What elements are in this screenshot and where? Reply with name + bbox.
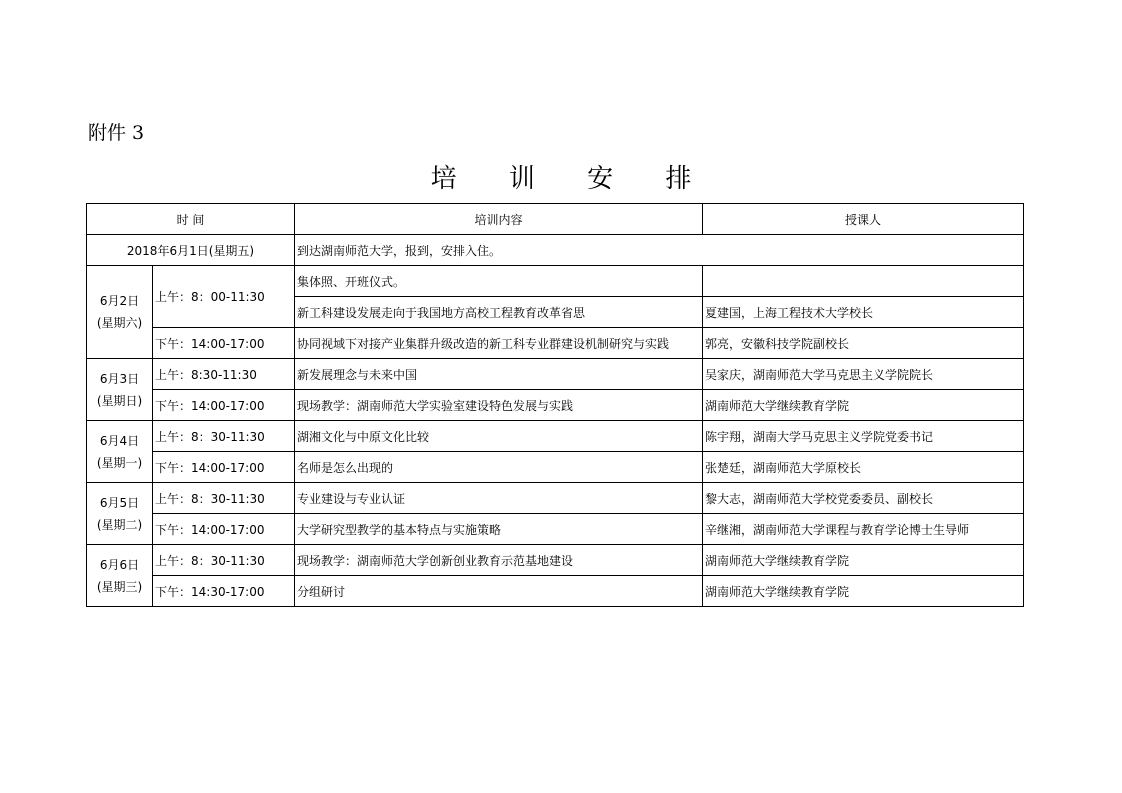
session-time: 上午：8：30-11:30 bbox=[153, 421, 295, 452]
day-cell bbox=[87, 421, 153, 483]
day-date: 6月3日 bbox=[99, 371, 140, 386]
table-row bbox=[87, 266, 1024, 297]
session-time: 上午：8：00-11:30 bbox=[153, 266, 295, 328]
session-content: 分组研讨 bbox=[295, 576, 703, 607]
session-time: 下午：14:00-17:00 bbox=[153, 328, 295, 359]
arrival-row bbox=[87, 235, 1024, 266]
day-weekday: (星期二) bbox=[96, 517, 143, 532]
table-row bbox=[87, 390, 1024, 421]
page-title: 培 训 安 排 bbox=[430, 164, 714, 194]
session-time: 上午：8：30-11:30 bbox=[153, 483, 295, 514]
table-row bbox=[87, 328, 1024, 359]
session-lecturer: 陈宇翔，湖南大学马克思主义学院党委书记 bbox=[703, 421, 1024, 452]
day-weekday: (星期日) bbox=[96, 393, 143, 408]
day-weekday: (星期三) bbox=[96, 579, 143, 594]
day-cell bbox=[87, 359, 153, 421]
session-time: 上午：8：30-11:30 bbox=[153, 545, 295, 576]
session-lecturer: 湖南师范大学继续教育学院 bbox=[703, 390, 1024, 421]
day-cell bbox=[87, 266, 153, 359]
day-weekday: (星期六) bbox=[96, 316, 143, 330]
day-date: 6月5日 bbox=[99, 495, 140, 510]
session-lecturer: 湖南师范大学继续教育学院 bbox=[703, 545, 1024, 576]
table-header-row bbox=[87, 204, 1024, 235]
session-lecturer: 黎大志，湖南师范大学校党委委员、副校长 bbox=[703, 483, 1024, 514]
table-row bbox=[87, 483, 1024, 514]
session-lecturer: 辛继湘，湖南师范大学课程与教育学论博士生导师 bbox=[703, 514, 1024, 545]
session-time: 下午：14:00-17:00 bbox=[153, 452, 295, 483]
session-lecturer bbox=[703, 266, 1024, 297]
session-content: 集体照、开班仪式。 bbox=[295, 266, 703, 297]
session-time: 上午：8:30-11:30 bbox=[153, 359, 295, 390]
header-lecturer: 授课人 bbox=[703, 204, 1024, 235]
day-cell bbox=[87, 545, 153, 607]
session-content: 现场教学：湖南师范大学创新创业教育示范基地建设 bbox=[295, 545, 703, 576]
session-time: 下午：14:00-17:00 bbox=[153, 514, 295, 545]
session-content: 现场教学：湖南师范大学实验室建设特色发展与实践 bbox=[295, 390, 703, 421]
session-lecturer: 郭亮，安徽科技学院副校长 bbox=[703, 328, 1024, 359]
table-row bbox=[87, 514, 1024, 545]
session-content: 名师是怎么出现的 bbox=[295, 452, 703, 483]
session-content: 新工科建设发展走向于我国地方高校工程教育改革省思 bbox=[295, 297, 703, 328]
session-time: 下午：14:30-17:00 bbox=[153, 576, 295, 607]
table-row bbox=[87, 452, 1024, 483]
day-date: 6月4日 bbox=[99, 433, 140, 448]
day-cell bbox=[87, 483, 153, 545]
day-date: 6月2日 bbox=[99, 294, 140, 308]
session-lecturer: 湖南师范大学继续教育学院 bbox=[703, 576, 1024, 607]
session-content: 专业建设与专业认证 bbox=[295, 483, 703, 514]
day-weekday: (星期一) bbox=[96, 455, 143, 470]
schedule-table bbox=[86, 203, 1024, 607]
attachment-label: 附件 3 bbox=[88, 122, 145, 144]
session-content: 湖湘文化与中原文化比较 bbox=[295, 421, 703, 452]
session-content: 新发展理念与未来中国 bbox=[295, 359, 703, 390]
session-lecturer: 张楚廷，湖南师范大学原校长 bbox=[703, 452, 1024, 483]
arrival-content: 到达湖南师范大学，报到，安排入住。 bbox=[295, 235, 1024, 266]
table-row bbox=[87, 359, 1024, 390]
session-content: 协同视域下对接产业集群升级改造的新工科专业群建设机制研究与实践 bbox=[295, 328, 703, 359]
header-content: 培训内容 bbox=[295, 204, 703, 235]
session-lecturer: 夏建国，上海工程技术大学校长 bbox=[703, 297, 1024, 328]
header-time: 时 间 bbox=[87, 204, 295, 235]
session-time: 下午：14:00-17:00 bbox=[153, 390, 295, 421]
day-date: 6月6日 bbox=[99, 557, 140, 572]
table-row bbox=[87, 545, 1024, 576]
arrival-date: 2018年6月1日(星期五) bbox=[87, 235, 295, 266]
table-row bbox=[87, 421, 1024, 452]
session-lecturer: 吴家庆，湖南师范大学马克思主义学院院长 bbox=[703, 359, 1024, 390]
session-content: 大学研究型教学的基本特点与实施策略 bbox=[295, 514, 703, 545]
table-row bbox=[87, 576, 1024, 607]
